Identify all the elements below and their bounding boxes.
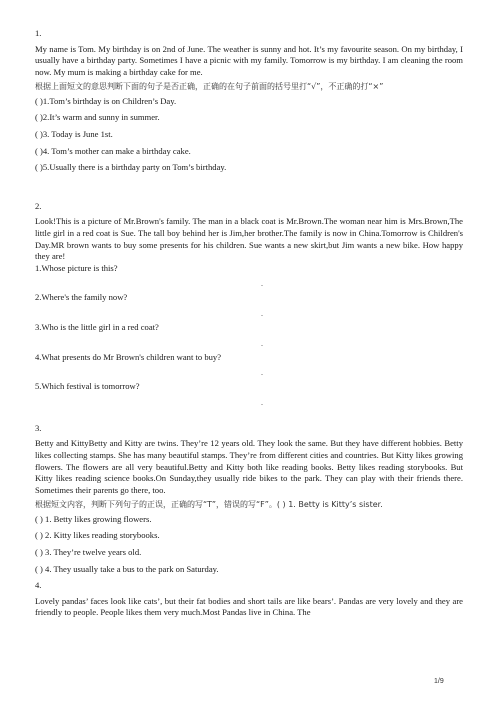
passage: Look!This is a picture of Mr.Brown's family. The man in a black coat is Mr.Brown.The woman near him is Mrs.Brown,The little girl in a red coat is Sue. The tall boy behind her is Jim,her brother.The family is now in China.Tomorrow is Children's Day.MR brown wants to buy some presents for his children. Sue wants a new skirt,but Jim wants a new bike. How happy they are! (35, 216, 463, 262)
page-number: 1/9 (434, 678, 444, 685)
question: 2.Where's the family now? (35, 292, 128, 303)
instruction: 根据短文内容，判断下列句子的正误，正确的写“T”，错误的写“F”。( ) 1. Betty is Kitty’s sister. (35, 500, 383, 510)
section-number: 2. (35, 200, 42, 211)
answer-mark: . (261, 397, 263, 407)
statement-item: ( )5.Usually there is a birthday party on Tom’s birthday. (35, 162, 227, 173)
section-number: 4. (35, 580, 42, 591)
question: 3.Who is the little girl in a red coat? (35, 322, 159, 332)
passage: Betty and KittyBetty and Kitty are twins. They’re 12 years old. They look the same. But they have different hobbies. Betty likes collecting stamps. She has many beautiful stamps. They’re from different cities and countries. But Kitty likes growing flowers. The flowers are all very beautiful.Betty and Kitty both like reading books. Betty likes reading storybooks. But Kitty likes reading science books.On Sunday,they usually ride bikes to the park. They can play with their friends there. Sometimes their parents go there, too. (35, 438, 463, 495)
answer-mark: . (261, 368, 263, 378)
statement-item: ( ) 3. They’re twelve years old. (35, 547, 142, 558)
statement-item: ( ) 1. Betty likes growing flowers. (35, 513, 152, 524)
instruction: 根据上面短文的意思判断下面的句子是否正确，正确的在句子前面的括号里打“√”，不正确的打“×” (35, 82, 384, 92)
question: 4.What presents do Mr Brown's children want to buy? (35, 351, 222, 362)
section-number: 3. (35, 422, 42, 433)
document-content (35, 28, 463, 619)
answer-mark: . (261, 338, 263, 348)
section-4 (35, 580, 463, 619)
section-3 (35, 423, 463, 575)
answer-mark: . (261, 309, 263, 318)
statement-item: ( )1.Tom’s birthday is on Children’s Day. (35, 95, 177, 106)
question: 5.Which festival is tomorrow? (35, 381, 140, 392)
statement-item: ( )2.It’s warm and sunny in summer. (35, 112, 160, 123)
answer-mark: . (261, 279, 263, 289)
statement-item: ( ) 2. Kitty likes reading storybooks. (35, 530, 160, 541)
statement-item: ( )3. Today is June 1st. (35, 129, 113, 140)
question: 1.Whose picture is this? (35, 262, 118, 273)
statement-item: ( )4. Tom’s mother can make a birthday cake. (35, 145, 191, 156)
passage: Lovely pandas’ faces look like cats’, but their fat bodies and short tails are like bears’. Pandas are very lovely and they are friendly to people. People likes them very much.Most Pandas live in China. The (35, 595, 463, 618)
section-1 (35, 28, 463, 174)
section-number: 1. (35, 28, 42, 38)
section-2 (35, 201, 463, 407)
passage: My name is Tom. My birthday is on 2nd of June. The weather is sunny and hot. It’s my favourite season. On my birthday, I usually have a birthday party. Sometimes I have a picnic with my family. Tomorrow is my birthday. I am cleaning the room now. My mum is making a birthday cake for me. (35, 43, 463, 77)
statement-item: ( ) 4. They usually take a bus to the park on Saturday. (35, 563, 219, 574)
